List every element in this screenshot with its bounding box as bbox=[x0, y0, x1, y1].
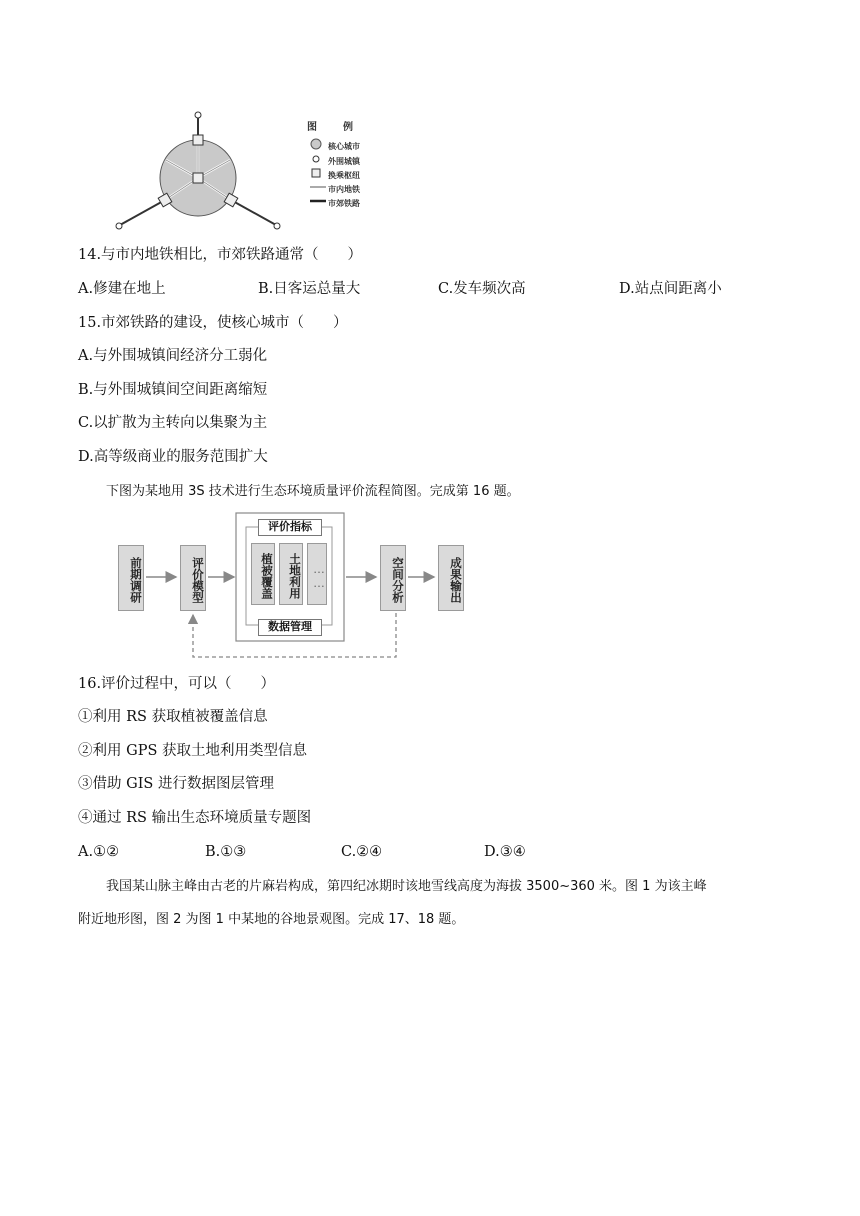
legend-title: 图 例 bbox=[307, 122, 361, 133]
outer-town-dot bbox=[274, 223, 280, 229]
question-14-option-d: D.站点间距离小 bbox=[619, 281, 722, 297]
question-14-option-a: A.修建在地上 bbox=[78, 281, 166, 297]
step-output-results: 成果输出 bbox=[438, 545, 464, 611]
legend-item-outer-town: 外围城镇 bbox=[310, 153, 360, 165]
step-preliminary-survey: 前期调研 bbox=[118, 545, 144, 611]
question-17-intro-line1: 我国某山脉主峰由古老的片麻岩构成，第四纪冰期时该地雪线高度为海拔 3500~360 米。图 1 为该主峰 bbox=[106, 879, 707, 894]
legend-item-suburban-rail: 市郊铁路 bbox=[310, 195, 360, 207]
outer-town-dot bbox=[116, 223, 122, 229]
question-17-intro-line2: 附近地形图，图 2 为图 1 中某地的谷地景观图。完成 17、18 题。 bbox=[78, 912, 465, 927]
indicator-vegetation-cover: 植被覆盖 bbox=[251, 543, 275, 605]
question-15-stem: 15.市郊铁路的建设，使核心城市（ ） bbox=[78, 315, 348, 331]
question-16-item-1: ①利用 RS 获取植被覆盖信息 bbox=[78, 709, 268, 725]
question-16-option-d: D.③④ bbox=[484, 844, 526, 860]
outer-town-icon bbox=[310, 153, 322, 165]
legend-item-metro: 市内地铁 bbox=[310, 181, 360, 193]
question-15-option-c: C.以扩散为主转向以集聚为主 bbox=[78, 415, 268, 431]
step-spatial-analysis: 空间分析 bbox=[380, 545, 406, 611]
evaluation-flowchart bbox=[100, 505, 500, 665]
question-15-option-a: A.与外围城镇间经济分工弱化 bbox=[78, 348, 268, 364]
legend-item-transfer-hub: 换乘枢纽 bbox=[310, 167, 360, 179]
question-16-stem: 16.评价过程中，可以（ ） bbox=[78, 676, 276, 692]
question-16-option-b: B.①③ bbox=[205, 844, 247, 860]
question-16-item-3: ③借助 GIS 进行数据图层管理 bbox=[78, 776, 274, 792]
question-14-stem: 14.与市内地铁相比，市郊铁路通常（ ） bbox=[78, 247, 363, 263]
question-16-option-a: A.①② bbox=[78, 844, 120, 860]
question-16-intro: 下图为某地用 3S 技术进行生态环境质量评价流程简图。完成第 16 题。 bbox=[106, 484, 520, 499]
outer-town-dot bbox=[195, 112, 201, 118]
question-14-option-b: B.日客运总量大 bbox=[258, 281, 361, 297]
legend-item-core-city: 核心城市 bbox=[310, 138, 360, 150]
question-16-option-c: C.②④ bbox=[341, 844, 383, 860]
question-16-item-4: ④通过 RS 输出生态环境质量专题图 bbox=[78, 810, 312, 826]
suburban-rail-icon bbox=[310, 195, 326, 207]
indicator-land-use: 土地利用 bbox=[279, 543, 303, 605]
metro-line-icon bbox=[310, 181, 326, 193]
transfer-hub-icon bbox=[310, 167, 322, 179]
question-16-item-2: ②利用 GPS 获取土地利用类型信息 bbox=[78, 743, 307, 759]
question-15-option-b: B.与外围城镇间空间距离缩短 bbox=[78, 382, 268, 398]
indicator-more: …… bbox=[307, 543, 327, 605]
step-evaluation-model: 评价模型 bbox=[180, 545, 206, 611]
transfer-hub-square bbox=[193, 173, 203, 183]
question-14-option-c: C.发车频次高 bbox=[438, 281, 526, 297]
data-management-label: 数据管理 bbox=[258, 619, 322, 636]
core-city-icon bbox=[310, 138, 322, 150]
indicators-label: 评价指标 bbox=[258, 519, 322, 536]
question-15-option-d: D.高等级商业的服务范围扩大 bbox=[78, 449, 268, 465]
transfer-hub-square bbox=[193, 135, 203, 145]
